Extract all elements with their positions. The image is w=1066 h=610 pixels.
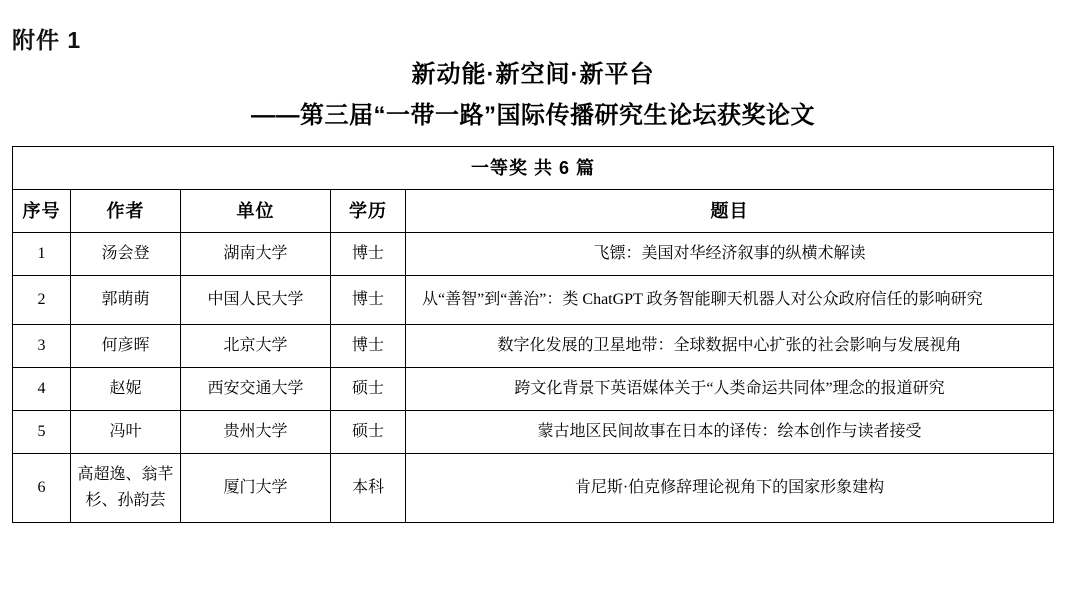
cell-education: 博士 <box>331 276 406 325</box>
award-band-row <box>13 147 1054 190</box>
cell-education: 博士 <box>331 325 406 368</box>
cell-no: 2 <box>13 276 71 325</box>
table-row <box>13 454 1054 523</box>
cell-no: 6 <box>13 454 71 523</box>
cell-author: 赵妮 <box>71 368 181 411</box>
cell-education: 博士 <box>331 233 406 276</box>
cell-unit: 湖南大学 <box>181 233 331 276</box>
cell-author: 汤会登 <box>71 233 181 276</box>
table-row <box>13 411 1054 454</box>
award-table <box>12 146 1054 523</box>
cell-no: 3 <box>13 325 71 368</box>
table-header-row <box>13 190 1054 233</box>
cell-title: 蒙古地区民间故事在日本的译传：绘本创作与读者接受 <box>406 411 1054 454</box>
cell-unit: 中国人民大学 <box>181 276 331 325</box>
table-row <box>13 368 1054 411</box>
table-row <box>13 325 1054 368</box>
cell-title: 飞镖：美国对华经济叙事的纵横术解读 <box>406 233 1054 276</box>
cell-author: 高超逸、翁芊杉、孙韵芸 <box>71 454 181 523</box>
cell-title: 肯尼斯·伯克修辞理论视角下的国家形象建构 <box>406 454 1054 523</box>
cell-author: 冯叶 <box>71 411 181 454</box>
title-block <box>0 58 1066 134</box>
column-header-no: 序号 <box>13 190 71 233</box>
cell-no: 4 <box>13 368 71 411</box>
page-title: 新动能·新空间·新平台 <box>411 61 655 88</box>
cell-unit: 北京大学 <box>181 325 331 368</box>
award-band-label: 一等奖 共 6 篇 <box>13 147 1054 190</box>
column-header-title: 题目 <box>406 190 1054 233</box>
cell-education: 本科 <box>331 454 406 523</box>
cell-no: 5 <box>13 411 71 454</box>
column-header-author: 作者 <box>71 190 181 233</box>
table-row <box>13 233 1054 276</box>
cell-title: 从“善智”到“善治”：类 ChatGPT 政务智能聊天机器人对公众政府信任的影响研究 <box>406 276 1054 325</box>
cell-unit: 西安交通大学 <box>181 368 331 411</box>
cell-education: 硕士 <box>331 411 406 454</box>
cell-unit: 厦门大学 <box>181 454 331 523</box>
column-header-education: 学历 <box>331 190 406 233</box>
cell-title: 跨文化背景下英语媒体关于“人类命运共同体”理念的报道研究 <box>406 368 1054 411</box>
table-row <box>13 276 1054 325</box>
cell-education: 硕士 <box>331 368 406 411</box>
cell-no: 1 <box>13 233 71 276</box>
cell-unit: 贵州大学 <box>181 411 331 454</box>
attachment-label: 附件 1 <box>12 27 82 53</box>
cell-author: 郭萌萌 <box>71 276 181 325</box>
column-header-unit: 单位 <box>181 190 331 233</box>
cell-author: 何彦晖 <box>71 325 181 368</box>
page-subtitle: ——第三届“一带一路”国际传播研究生论坛获奖论文 <box>251 102 815 129</box>
cell-title: 数字化发展的卫星地带：全球数据中心扩张的社会影响与发展视角 <box>406 325 1054 368</box>
